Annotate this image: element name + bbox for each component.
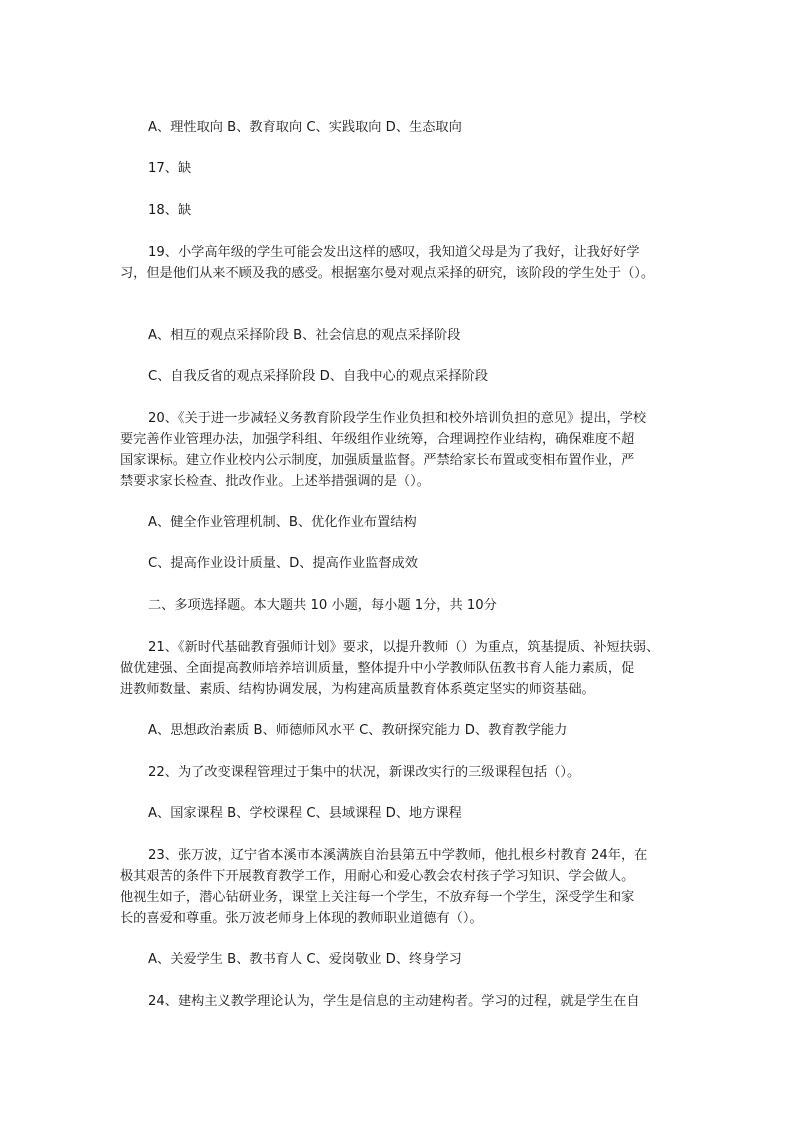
q23-text-line-1: 23、张万波，辽宁省本溪市本溪满族自治县第五中学教师，他扎根乡村教育 24年，在 xyxy=(148,848,648,863)
q19-text-line-2: 习，但是他们从来不顾及我的感受。根据塞尔曼对观点采择的研究，该阶段的学生处于（）。 xyxy=(120,266,655,281)
q19-text-line-1: 19、小学高年级的学生可能会发出这样的感叹，我知道父母是为了我好，让我好好学 xyxy=(148,245,640,260)
section-heading-multiple-choice: 二、多项选择题。本大题共 10 小题，每小题 1分，共 10分 xyxy=(148,598,497,613)
q20-text-line-3: 国家课标。建立作业校内公示制度，加强质量监督。严禁给家长布置或变相布置作业，严 xyxy=(120,453,635,468)
q21-text-line-3: 进教师数量、素质、结构协调发展，为构建高质量教育体系奠定坚实的师资基础。 xyxy=(120,682,595,697)
q23-text-line-3: 他视生如子，潜心钻研业务，课堂上关注每一个学生，不放弃每一个学生，深受学生和家 xyxy=(120,890,635,905)
q17-text: 17、缺 xyxy=(148,161,192,176)
q21-options: A、思想政治素质 B、师德师风水平 C、教研探究能力 D、教育教学能力 xyxy=(148,723,568,738)
q22-options: A、国家课程 B、学校课程 C、县域课程 D、地方课程 xyxy=(148,806,462,821)
q23-text-line-4: 长的喜爱和尊重。张万波老师身上体现的教师职业道德有（）。 xyxy=(120,911,483,926)
q20-text-line-4: 禁要求家长检查、批改作业。上述举措强调的是（）。 xyxy=(120,474,430,489)
q24-text-line-1: 24、建构主义教学理论认为，学生是信息的主动建构者。学习的过程，就是学生在自 xyxy=(148,994,640,1009)
q20-text-line-2: 要完善作业管理办法，加强学科组、年级组作业统筹，合理调控作业结构，确保难度不超 xyxy=(120,432,635,447)
q20-options-ab: A、健全作业管理机制、B、优化作业布置结构 xyxy=(148,515,417,530)
q21-text-line-1: 21、《新时代基础教育强师计划》要求，以提升教师（）为重点，筑基提质、补短扶弱、 xyxy=(148,640,660,655)
q21-text-line-2: 做优建强、全面提高教师培养培训质量，整体提升中小学教师队伍教书育人能力素质，促 xyxy=(120,661,635,676)
q19-options-cd: C、自我反省的观点采择阶段 D、自我中心的观点采择阶段 xyxy=(148,369,489,384)
q22-text: 22、为了改变课程管理过于集中的状况，新课改实行的三级课程包括（）。 xyxy=(148,765,581,780)
q23-text-line-2: 极其艰苦的条件下开展教育教学工作，用耐心和爱心教会农村孩子学习知识、学会做人。 xyxy=(120,869,635,884)
q16-options: A、理性取向 B、教育取向 C、实践取向 D、生态取向 xyxy=(148,120,462,135)
q19-options-ab: A、相互的观点采择阶段 B、社会信息的观点采择阶段 xyxy=(148,328,461,343)
q20-options-cd: C、提高作业设计质量、D、提高作业监督成效 xyxy=(148,556,418,571)
q18-text: 18、缺 xyxy=(148,203,192,218)
q23-options: A、关爱学生 B、教书育人 C、爱岗敬业 D、终身学习 xyxy=(148,952,462,967)
q20-text-line-1: 20、《关于进一步减轻义务教育阶段学生作业负担和校外培训负担的意见》提出，学校 xyxy=(148,411,647,426)
